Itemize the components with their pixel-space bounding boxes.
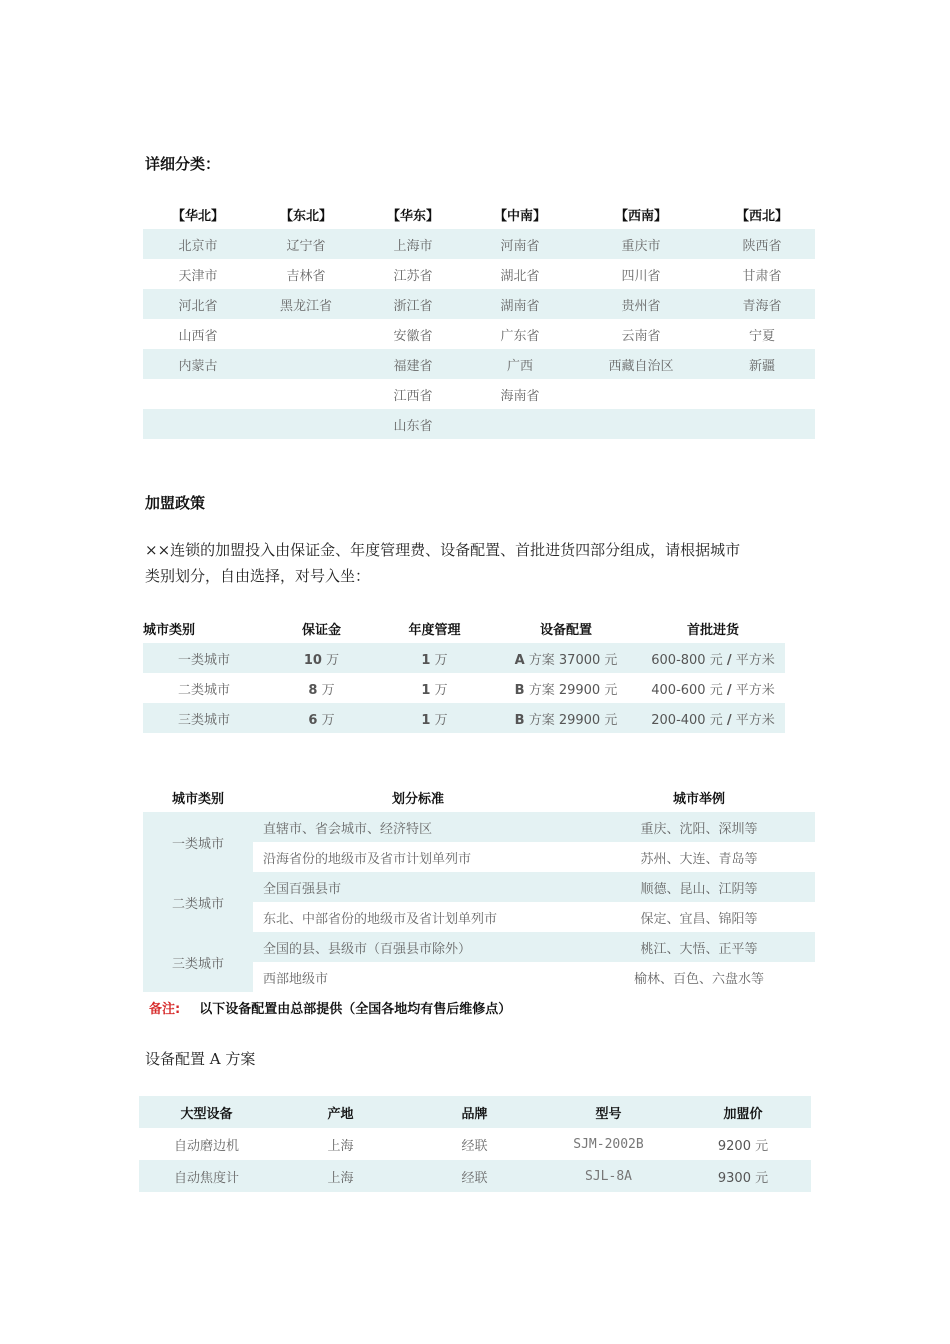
table-row	[143, 319, 815, 349]
region-cell	[253, 349, 359, 379]
mgmt-unit: 万	[430, 712, 448, 728]
note-label: 备注:	[149, 1002, 181, 1017]
equipment-header: 产地	[327, 1106, 354, 1122]
region-cell	[709, 379, 815, 409]
classification-header: 划分标准	[391, 791, 444, 807]
policy-text-line1: ××连锁的加盟投入由保证金、年度管理费、设备配置、首批进货四部分组成，请根据城市	[145, 541, 741, 559]
region-cell: 浙江省	[393, 298, 433, 314]
class-examples-cell: 顺德、昆山、江阴等	[583, 872, 815, 902]
region-cell: 北京市	[178, 238, 218, 254]
detail-title: 详细分类：	[145, 155, 221, 173]
fee-stock-cell	[641, 643, 785, 673]
region-cell: 陕西省	[742, 238, 782, 254]
class-examples-cell: 保定、宜昌、锦阳等	[640, 911, 758, 927]
fee-mgmt-cell	[378, 643, 491, 673]
plan-letter: B	[514, 712, 525, 728]
equipment-price-cell	[675, 1160, 811, 1192]
policy-title: 加盟政策	[145, 494, 206, 512]
class-examples-cell: 苏州、大连、青岛等	[640, 851, 758, 867]
fee-stock-cell	[641, 673, 785, 703]
mgmt-value: 1	[421, 652, 431, 668]
fee-plan-cell	[491, 643, 641, 673]
class-standard-cell: 东北、中部省份的地级市及省计划单列市	[263, 911, 498, 927]
table-row	[143, 409, 815, 439]
table-row	[143, 932, 815, 962]
region-cell: 安徽省	[393, 328, 433, 344]
region-cell	[573, 409, 709, 439]
stock-range: 400-600	[651, 682, 706, 698]
classification-header: 城市类别	[171, 791, 224, 807]
region-cell: 广西	[506, 358, 533, 374]
equipment-title: 设备配置 A 方案	[145, 1050, 256, 1068]
price-value: 9300	[717, 1170, 751, 1186]
equipment-header: 品牌	[461, 1106, 488, 1122]
stock-area-unit: 平方米	[731, 682, 775, 698]
equipment-header: 型号	[595, 1106, 622, 1122]
mgmt-value: 1	[421, 682, 431, 698]
deposit-value: 6	[308, 712, 318, 728]
equipment-origin-cell: 上海	[327, 1138, 354, 1154]
mgmt-unit: 万	[430, 682, 448, 698]
price-value: 9200	[717, 1138, 751, 1154]
region-header: 【华北】	[171, 208, 224, 224]
table-row	[143, 379, 815, 409]
note-text: 以下设备配置由总部提供（全国各地均有售后维修点）	[199, 1002, 512, 1017]
fee-plan-cell	[491, 673, 641, 703]
fees-header: 首批进货	[686, 622, 739, 638]
equipment-header-row	[139, 1096, 811, 1128]
stock-unit: 元	[705, 712, 727, 728]
regions-table	[143, 199, 815, 439]
region-cell	[573, 379, 709, 409]
table-row	[143, 872, 815, 902]
stock-range: 200-400	[651, 712, 706, 728]
fee-stock-cell	[641, 703, 785, 733]
region-cell: 云南省	[621, 328, 661, 344]
stock-slash: /	[726, 712, 732, 728]
region-cell: 青海省	[742, 298, 782, 314]
stock-unit: 元	[705, 652, 727, 668]
region-cell: 山东省	[393, 418, 433, 434]
fees-header: 年度管理	[408, 622, 461, 638]
fees-header-row	[143, 613, 785, 643]
table-row	[143, 812, 815, 842]
plan-word: 方案	[524, 682, 559, 698]
table-row	[143, 349, 815, 379]
price-unit: 元	[750, 1170, 769, 1186]
region-header: 【中南】	[493, 208, 546, 224]
class-standard-cell: 西部地级市	[263, 971, 329, 987]
table-row	[143, 289, 815, 319]
fee-city-cell: 二类城市	[177, 682, 230, 698]
class-examples-cell: 桃江、大悟、正平等	[583, 932, 815, 962]
plan-price: 37000	[558, 652, 601, 668]
region-cell: 四川省	[621, 268, 661, 284]
regions-header-row	[143, 199, 815, 229]
region-header: 【华东】	[386, 208, 439, 224]
region-cell: 湖北省	[500, 268, 540, 284]
region-cell: 吉林省	[286, 268, 326, 284]
plan-letter: B	[514, 682, 525, 698]
table-row	[143, 229, 815, 259]
plan-unit: 元	[600, 682, 618, 698]
policy-text-line2: 类别划分，自由选择，对号入坐：	[145, 567, 371, 585]
region-cell: 上海市	[393, 238, 433, 254]
equipment-header: 大型设备	[180, 1106, 233, 1122]
class-city-cell: 二类城市	[143, 872, 253, 932]
region-cell: 海南省	[500, 388, 540, 404]
deposit-value: 8	[308, 682, 318, 698]
region-header: 【东北】	[279, 208, 332, 224]
stock-area-unit: 平方米	[731, 652, 775, 668]
equipment-origin-cell: 上海	[327, 1170, 354, 1186]
region-cell: 内蒙古	[178, 358, 218, 374]
plan-word: 方案	[524, 652, 559, 668]
plan-unit: 元	[600, 652, 618, 668]
fee-mgmt-cell	[378, 703, 491, 733]
region-cell: 辽宁省	[286, 238, 326, 254]
fee-city-cell: 一类城市	[177, 652, 230, 668]
mgmt-value: 1	[421, 712, 431, 728]
region-cell: 广东省	[500, 328, 540, 344]
region-cell: 宁夏	[748, 328, 775, 344]
region-cell: 天津市	[178, 268, 218, 284]
classification-table	[143, 782, 815, 992]
class-examples-cell: 重庆、沈阳、深圳等	[583, 812, 815, 842]
table-row	[143, 703, 785, 733]
class-city-cell: 三类城市	[143, 932, 253, 992]
region-cell	[143, 409, 253, 439]
region-cell: 重庆市	[621, 238, 661, 254]
region-header: 【西北】	[735, 208, 788, 224]
fee-deposit-cell	[265, 703, 378, 733]
plan-unit: 元	[600, 712, 618, 728]
equipment-table	[139, 1096, 811, 1192]
region-header: 【西南】	[614, 208, 667, 224]
region-cell: 贵州省	[621, 298, 661, 314]
region-cell	[253, 319, 359, 349]
note-line	[149, 998, 511, 1017]
region-cell: 江西省	[393, 388, 433, 404]
plan-letter: A	[514, 652, 525, 668]
region-cell: 江苏省	[393, 268, 433, 284]
class-standard-cell: 沿海省份的地级市及省市计划单列市	[263, 851, 472, 867]
region-cell: 西藏自治区	[608, 358, 674, 374]
region-cell	[709, 409, 815, 439]
classification-header-row	[143, 782, 815, 812]
deposit-unit: 万	[317, 682, 335, 698]
stock-slash: /	[726, 652, 732, 668]
equipment-model-cell: SJL-8A	[585, 1168, 632, 1184]
fee-mgmt-cell	[378, 673, 491, 703]
table-row	[139, 1128, 811, 1160]
region-cell: 河南省	[500, 238, 540, 254]
mgmt-unit: 万	[430, 652, 448, 668]
fees-header: 设备配置	[539, 622, 592, 638]
fees-header: 城市类别	[143, 622, 196, 638]
region-cell: 湖南省	[500, 298, 540, 314]
plan-price: 29900	[558, 712, 601, 728]
stock-slash: /	[726, 682, 732, 698]
fee-city-cell: 三类城市	[177, 712, 230, 728]
table-row	[139, 1160, 811, 1192]
stock-unit: 元	[705, 682, 727, 698]
region-cell: 新疆	[748, 358, 775, 374]
equipment-brand-cell: 经联	[461, 1170, 488, 1186]
region-cell: 甘肃省	[742, 268, 782, 284]
region-cell: 河北省	[178, 298, 218, 314]
table-row	[143, 643, 785, 673]
deposit-value: 10	[303, 652, 322, 668]
region-cell	[467, 409, 573, 439]
stock-range: 600-800	[651, 652, 706, 668]
class-standard-cell: 全国的县、县级市（百强县市除外）	[253, 932, 583, 962]
region-cell: 黑龙江省	[279, 298, 332, 314]
deposit-unit: 万	[317, 712, 335, 728]
equipment-brand-cell: 经联	[461, 1138, 488, 1154]
fee-deposit-cell	[265, 673, 378, 703]
equipment-price-cell	[675, 1128, 811, 1160]
plan-word: 方案	[524, 712, 559, 728]
class-standard-cell: 全国百强县市	[253, 872, 583, 902]
class-standard-cell: 直辖市、省会城市、经济特区	[253, 812, 583, 842]
region-cell	[253, 379, 359, 409]
equipment-header: 加盟价	[723, 1106, 763, 1122]
fees-table	[143, 613, 785, 733]
classification-header: 城市举例	[672, 791, 725, 807]
region-cell	[143, 379, 253, 409]
plan-price: 29900	[558, 682, 601, 698]
region-cell: 福建省	[393, 358, 433, 374]
region-cell: 山西省	[178, 328, 218, 344]
deposit-unit: 万	[321, 652, 340, 668]
equipment-model-cell: SJM-2002B	[573, 1136, 644, 1152]
table-row	[143, 259, 815, 289]
equipment-name-cell: 自动焦度计	[173, 1170, 239, 1186]
equipment-name-cell: 自动磨边机	[173, 1138, 239, 1154]
fee-plan-cell	[491, 703, 641, 733]
table-row	[143, 673, 785, 703]
stock-area-unit: 平方米	[731, 712, 775, 728]
region-cell	[253, 409, 359, 439]
fee-deposit-cell	[265, 643, 378, 673]
class-examples-cell: 榆林、百色、六盘水等	[633, 971, 764, 987]
class-city-cell: 一类城市	[143, 812, 253, 872]
fees-header: 保证金	[301, 622, 341, 638]
price-unit: 元	[750, 1138, 769, 1154]
